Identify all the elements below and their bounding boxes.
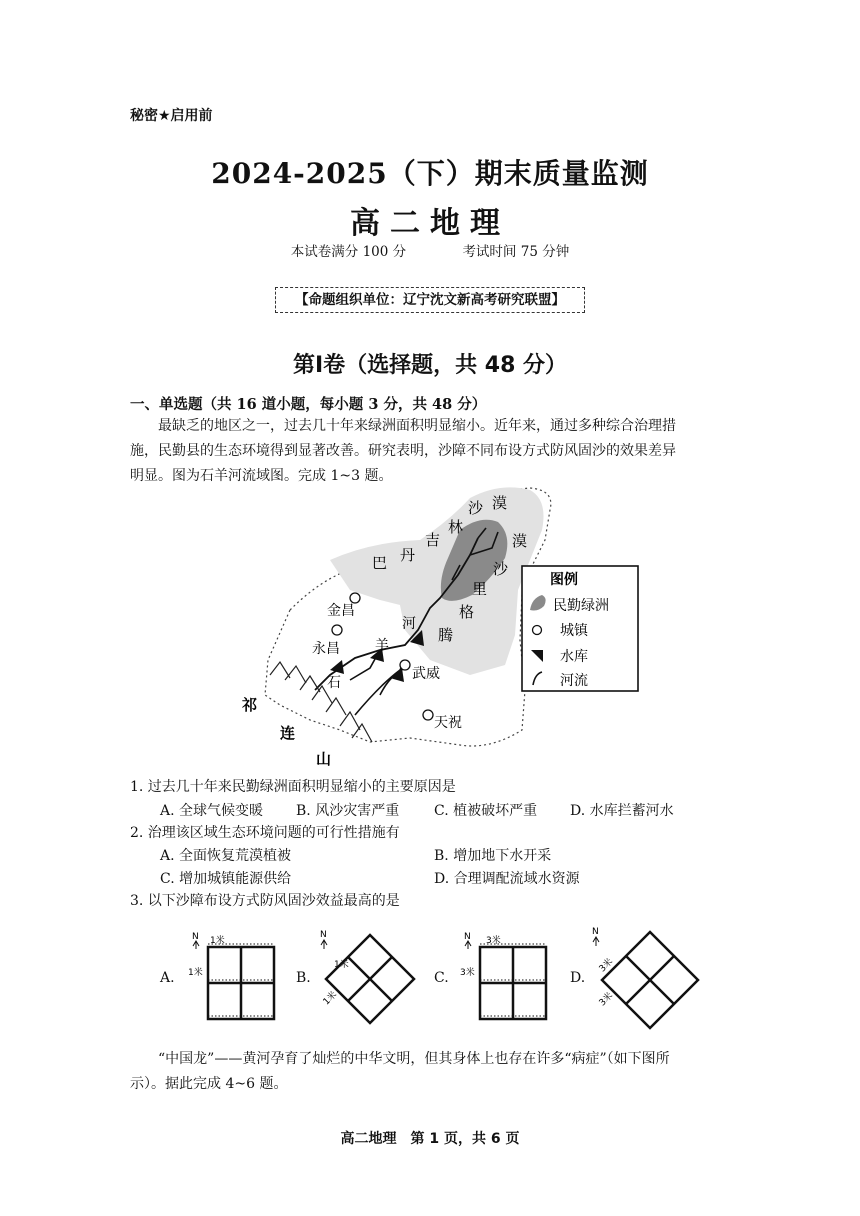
q3-option-c[interactable]: C. [434, 970, 449, 986]
question-3-stem: 3. 以下沙障布设方式防风固沙效益最高的是 [130, 893, 400, 909]
full-score: 本试卷满分 100 分 [290, 244, 407, 260]
q1-option-d[interactable]: D. 水库拦蓄河水 [570, 803, 674, 819]
q2-option-a[interactable]: A. 全面恢复荒漠植被 [160, 848, 292, 864]
desert-area [330, 487, 544, 675]
map-label: 河 [402, 616, 416, 632]
question-2-stem: 2. 治理该区域生态环境问题的可行性措施有 [130, 825, 400, 841]
map-label: 天祝 [434, 715, 462, 731]
intro-line: 施，民勤县的生态环境得到显著改善。研究表明，沙障不同布设方式防风固沙的效果差异 [130, 443, 676, 459]
part-title: 一、单选题（共 16 道小题，每小题 3 分，共 48 分） [130, 396, 487, 413]
svg-text:N: N [464, 932, 471, 942]
barrier-fig-d [590, 922, 705, 1037]
intro-paragraph [130, 414, 730, 489]
map-label: 武威 [412, 666, 440, 682]
exam-info [0, 240, 860, 260]
map-label: 沙 [493, 560, 509, 578]
map-label: 林 [448, 518, 464, 536]
exam-title: 2024-2025（下）期末质量监测 [211, 157, 649, 190]
svg-text:3米: 3米 [597, 990, 616, 1009]
map-label: 丹 [400, 546, 416, 564]
barrier-fig-c [460, 925, 555, 1025]
svg-text:1米: 1米 [334, 960, 349, 970]
town-legend-icon [533, 626, 542, 635]
intro-line: 明显。图为石羊河流域图。完成 1~3 题。 [130, 468, 393, 484]
map-label: 里 [472, 580, 488, 598]
next-intro-paragraph [130, 1047, 730, 1097]
svg-text:3米: 3米 [486, 936, 501, 946]
map-label: 石 [327, 675, 341, 691]
next-intro-line: 示）。据此完成 4~6 题。 [130, 1076, 288, 1092]
map-label: 巴 [372, 554, 388, 572]
svg-text:1米: 1米 [210, 936, 225, 946]
legend-reservoir: 水库 [560, 649, 588, 665]
q2-option-b[interactable]: B. 增加地下水开采 [434, 848, 552, 864]
page-footer: 高二地理 第 1 页，共 6 页 [340, 1131, 520, 1147]
map-label: 沙 [468, 499, 484, 517]
question-1-stem: 1. 过去几十年来民勤绿洲面积明显缩小的主要原因是 [130, 779, 456, 795]
section-title: 第Ⅰ卷（选择题，共 48 分） [292, 353, 568, 378]
q1-option-c[interactable]: C. 植被破坏严重 [434, 803, 538, 819]
svg-text:1米: 1米 [321, 989, 340, 1008]
barrier-fig-a [188, 925, 283, 1025]
svg-text:3米: 3米 [460, 968, 475, 978]
organizer-box: 【命题组织单位：辽宁沈文新高考研究联盟】 [275, 287, 585, 313]
map-label: 漠 [512, 532, 528, 550]
town-icon [423, 710, 433, 720]
q1-option-b[interactable]: B. 风沙灾害严重 [296, 803, 400, 819]
q3-option-d[interactable]: D. [570, 970, 586, 986]
town-icon [332, 625, 342, 635]
town-icon [400, 660, 410, 670]
legend-title: 图例 [550, 572, 578, 588]
town-icon [350, 593, 360, 603]
svg-text:N: N [320, 930, 327, 940]
reservoir-icon [390, 668, 404, 682]
q3-option-a[interactable]: A. [160, 970, 175, 986]
map-label: 吉 [425, 531, 441, 549]
map-legend [522, 566, 638, 691]
legend-oasis: 民勤绿洲 [553, 598, 609, 614]
map-label: 祁 [242, 696, 258, 714]
map-label: 永昌 [312, 641, 340, 657]
intro-line: 最缺乏的地区之一，过去几十年来绿洲面积明显缩小。近年来，通过多种综合治理措 [158, 418, 676, 434]
q3-option-b[interactable]: B. [296, 970, 311, 986]
q2-option-c[interactable]: C. 增加城镇能源供给 [160, 871, 292, 887]
map-label: 漠 [492, 494, 508, 512]
map-label: 金昌 [327, 603, 355, 619]
map-label: 格 [459, 603, 475, 621]
river-trib [355, 660, 405, 715]
confidential-label: 秘密★启用前 [130, 108, 213, 124]
q1-option-a[interactable]: A. 全球气候变暖 [160, 803, 264, 819]
svg-text:N: N [192, 932, 199, 942]
map-label: 腾 [438, 626, 454, 644]
svg-text:1米: 1米 [188, 968, 203, 978]
barrier-fig-b [318, 925, 423, 1035]
legend-river: 河流 [560, 673, 588, 689]
map-label: 连 [280, 724, 296, 742]
svg-text:N: N [592, 927, 599, 937]
map-label: 羊 [375, 638, 389, 654]
q2-option-d[interactable]: D. 合理调配流域水资源 [434, 871, 580, 887]
next-intro-line: “中国龙”——黄河孕育了灿烂的中华文明，但其身体上也存在许多“病症”（如下图所 [158, 1051, 670, 1067]
svg-text:3米: 3米 [597, 956, 616, 975]
subject-title: 高二地理 [350, 206, 510, 241]
legend-town: 城镇 [560, 623, 588, 639]
exam-time: 考试时间 75 分钟 [462, 244, 570, 260]
shiyang-river-map [230, 480, 650, 775]
map-label: 山 [316, 750, 332, 768]
reservoir-icon [330, 660, 344, 674]
